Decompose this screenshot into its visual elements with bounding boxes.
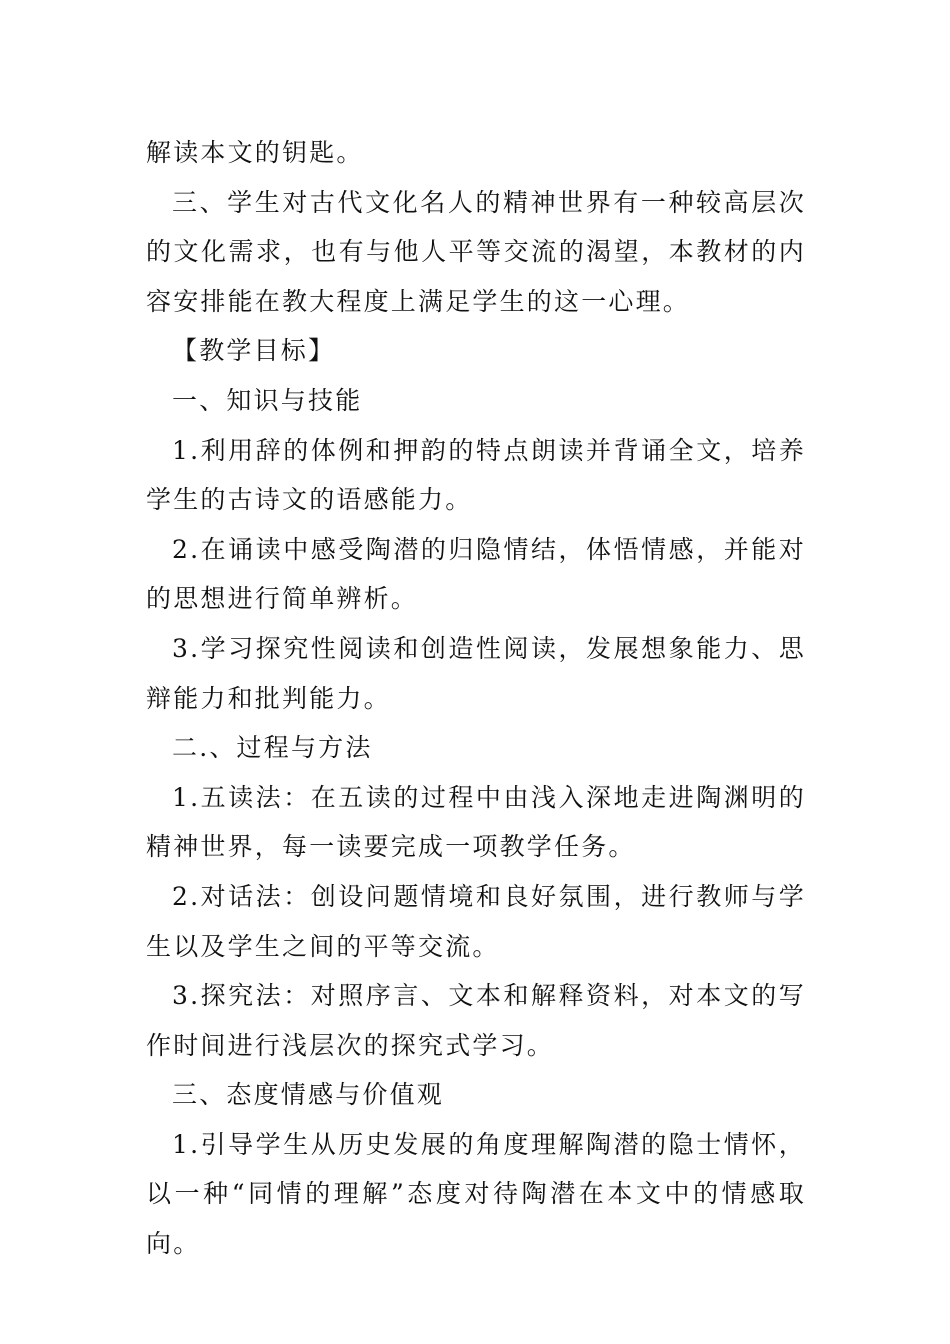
- section-heading-teaching-goals: 【教学目标】: [172, 336, 336, 366]
- list-item-3: 3.探究法：对照序言、文本和解释资料，对本文的写作时间进行浅层次的探究式学习。: [146, 981, 806, 1060]
- subheading-process-methods: 二.、过程与方法: [172, 733, 373, 763]
- paragraph-point-three: 三、学生对古代文化名人的精神世界有一种较高层次的文化需求，也有与他人平等交流的渴望，本教材的内容安排能在教大程度上满足学生的这一心理。: [146, 187, 806, 316]
- document-body: [146, 128, 806, 1269]
- list-item-1: 1.五读法：在五读的过程中由浅入深地走进陶渊明的精神世界，每一读要完成一项教学任务。: [146, 782, 806, 862]
- list-item-3: 3.学习探究性阅读和创造性阅读，发展想象能力、思辩能力和批判能力。: [146, 633, 806, 713]
- subheading-knowledge-skills: 一、知识与技能: [172, 385, 363, 415]
- list-item-1: 1.利用辞的体例和押韵的特点朗读并背诵全文，培养学生的古诗文的语感能力。: [146, 435, 806, 515]
- list-item-2: 2.在诵读中感受陶潜的归隐情结，体悟情感，并能对的思想进行简单辨析。: [146, 534, 806, 614]
- list-item-2: 2.对话法：创设问题情境和良好氛围，进行教师与学生以及学生之间的平等交流。: [146, 881, 806, 961]
- paragraph-continuation: 解读本文的钥匙。: [146, 138, 364, 167]
- list-item-1: 1.引导学生从历史发展的角度理解陶潜的隐士情怀，以一种“同情的理解”态度对待陶潜在本文中的情感取向。: [146, 1129, 806, 1259]
- subheading-attitude-values: 三、态度情感与价值观: [172, 1080, 445, 1110]
